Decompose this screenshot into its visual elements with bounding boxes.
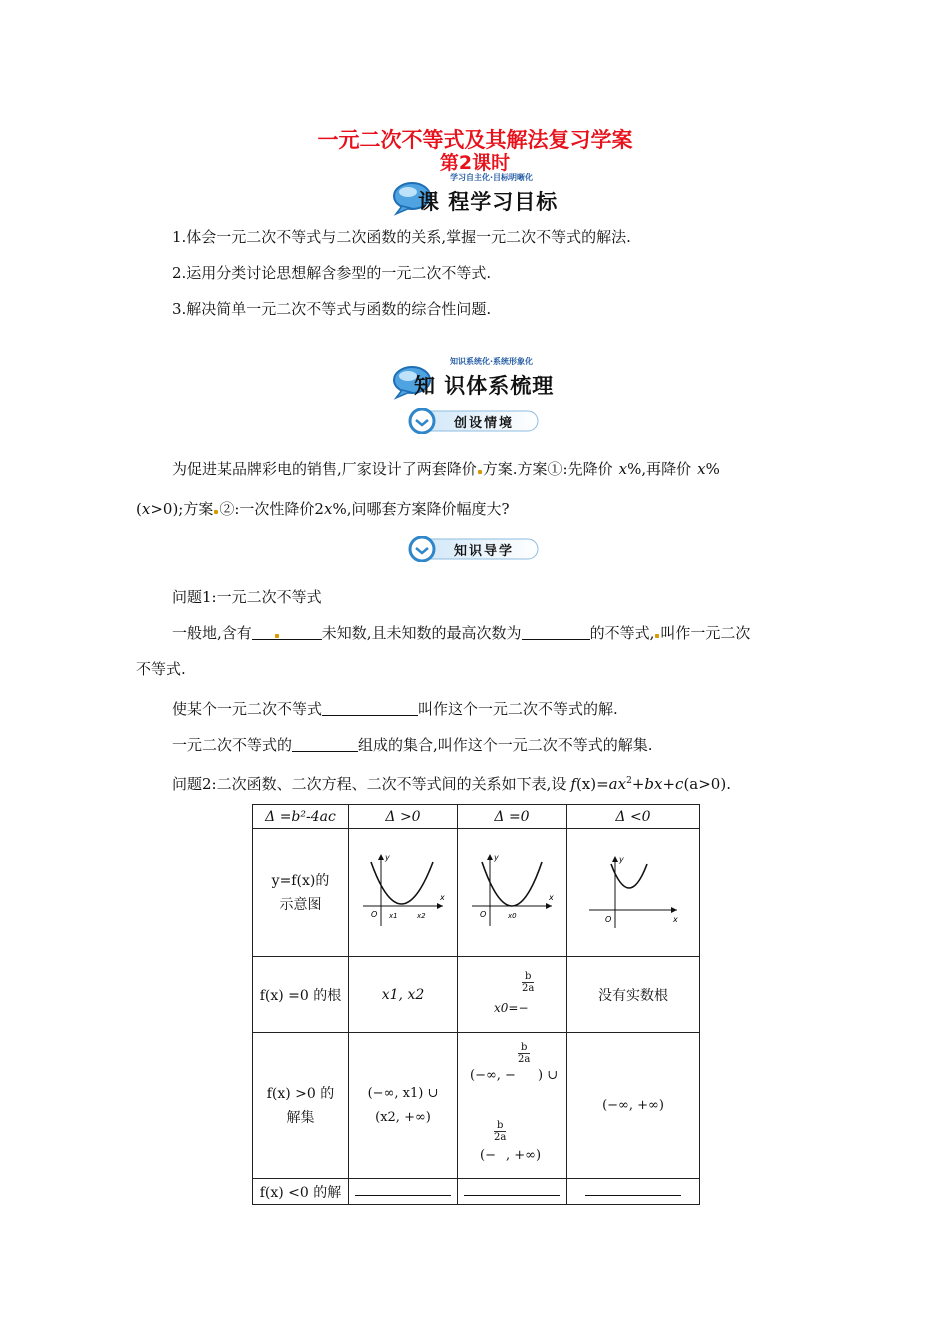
label-text: y=f(x)的示意图 <box>271 872 330 913</box>
exponent: 2 <box>626 776 632 786</box>
header-text: Δ >0 <box>385 808 421 825</box>
origin-label: O <box>480 909 487 919</box>
axis-x-label: x <box>673 914 678 924</box>
text: >0);方案 <box>150 500 214 518</box>
relation-table <box>252 804 700 1205</box>
fraction <box>494 1120 506 1143</box>
row-label <box>253 957 349 1033</box>
mark-dot <box>655 634 659 638</box>
section-tagline: 学习自主化·目标明晰化 <box>450 173 534 182</box>
numerator: b <box>494 1120 506 1132</box>
page-title: 一元二次不等式及其解法复习学案 <box>317 128 633 152</box>
roots-cell <box>567 957 700 1033</box>
var-x: x <box>141 500 151 518</box>
answer-blank-cell[interactable] <box>567 1179 700 1205</box>
text: (x) <box>575 775 597 793</box>
denominator: 2a <box>494 1131 507 1143</box>
section-tagline: 知识系统化·系统形象化 <box>450 357 534 366</box>
interval-text: (− <box>480 1147 496 1163</box>
text: 叫作这个一元二次不等式的解. <box>418 700 618 718</box>
fill-blank[interactable] <box>292 735 358 752</box>
interval-text: (x2, +∞) <box>375 1109 431 1125</box>
origin-label: O <box>605 914 612 924</box>
table-header <box>253 805 349 829</box>
denominator: 2a <box>518 1053 531 1065</box>
roots-text: x0=− <box>494 1000 529 1015</box>
text: 使某个一元二次不等式 <box>172 700 323 718</box>
section-heading: 课 程学习目标 <box>418 190 559 214</box>
section-banner-knowledge <box>392 356 562 402</box>
row-label <box>253 1033 349 1179</box>
table-header <box>567 805 700 829</box>
graph-cell <box>567 829 700 957</box>
parabola-two-roots-graph <box>357 850 449 932</box>
roots-text: 没有实数根 <box>598 987 668 1004</box>
interval-text: (−∞, x1) ∪ <box>367 1085 439 1101</box>
text: 一元二次不等式的 <box>172 736 293 754</box>
solution-cell <box>349 1033 458 1179</box>
root-x0-label: x0 <box>508 911 517 920</box>
text: 叫作一元二次 <box>660 624 751 642</box>
scene-line-1 <box>172 458 720 480</box>
section-heading: 知 识体系梳理 <box>414 374 555 398</box>
var-x: x <box>323 500 333 518</box>
interval-text: (−∞, − <box>470 1067 516 1083</box>
text: ②:一次性降价2 <box>219 500 324 518</box>
q1-line-4 <box>172 734 653 756</box>
fill-blank[interactable] <box>322 699 418 716</box>
text: 一般地,含有 <box>172 624 252 642</box>
fraction <box>522 971 534 994</box>
answer-blank[interactable] <box>585 1183 681 1196</box>
var-x: x <box>697 460 706 478</box>
text: % <box>705 460 720 478</box>
text: ( <box>136 500 142 518</box>
interval-text: (−∞, +∞) <box>602 1098 664 1113</box>
axis-x-label: x <box>440 892 445 902</box>
q2-line <box>172 770 731 795</box>
numerator: b <box>518 1042 530 1054</box>
roots-text: x1, x2 <box>381 986 425 1003</box>
root-x1-label: x1 <box>389 911 398 920</box>
text: 未知数,且未知数的最高次数为 <box>321 624 522 642</box>
mark-dot <box>275 634 279 638</box>
mark-dot <box>478 470 482 474</box>
q1-line-1 <box>172 622 750 644</box>
fraction <box>518 1042 530 1065</box>
q1-line-3 <box>172 698 618 720</box>
text: +bx+c <box>631 775 684 793</box>
label-text: f(x) =0 的根 <box>259 987 342 1004</box>
answer-blank[interactable] <box>355 1183 451 1196</box>
table-header <box>349 805 458 829</box>
roots-cell <box>458 957 567 1033</box>
axis-x-label: x <box>549 892 554 902</box>
goal-item: 2.运用分类讨论思想解含参型的一元二次不等式. <box>172 264 492 282</box>
goal-item: 1.体会一元二次不等式与二次函数的关系,掌握一元二次不等式的解法. <box>172 228 631 246</box>
interval-text: , +∞) <box>506 1147 542 1163</box>
scene-line-2 <box>136 498 510 520</box>
graph-cell <box>458 829 567 957</box>
page-subtitle: 第2课时 <box>439 152 511 174</box>
text: 问题2:二次函数、二次方程、二次不等式间的关系如下表,设 <box>172 775 567 793</box>
header-text: Δ <0 <box>615 808 651 825</box>
numerator: b <box>522 971 534 983</box>
text: %,问哪套方案降价幅度大? <box>332 500 510 518</box>
label-text: f(x) <0 的解 <box>259 1184 342 1201</box>
text: 为促进某品牌彩电的销售,厂家设计了两套降价 <box>172 460 477 478</box>
var-x: x <box>618 460 628 478</box>
text: 组成的集合,叫作这个一元二次不等式的解集. <box>358 736 653 754</box>
root-x2-label: x2 <box>417 911 426 920</box>
denominator: 2a <box>522 982 535 994</box>
solution-cell <box>458 1033 567 1179</box>
var-f: f <box>570 775 576 793</box>
text: %,再降价 <box>627 460 692 478</box>
text: 的不等式, <box>589 624 655 642</box>
row-label <box>253 829 349 957</box>
header-text: Δ =0 <box>494 808 530 825</box>
mark-dot <box>214 510 218 514</box>
scene-pill <box>408 408 540 434</box>
text: (a>0). <box>683 775 731 793</box>
graph-cell <box>349 829 458 957</box>
parabola-no-root-graph <box>583 850 683 932</box>
scene-label: 创设情境 <box>454 416 515 431</box>
header-text: Δ =b²-4ac <box>265 808 336 825</box>
q1-line-2: 不等式. <box>136 660 186 678</box>
table-header <box>458 805 567 829</box>
axis-y-label: y <box>494 852 499 862</box>
fill-blank[interactable] <box>252 623 322 640</box>
axis-y-label: y <box>619 854 624 864</box>
q1-title: 问题1:一元二次不等式 <box>172 588 322 606</box>
guide-label: 知识导学 <box>454 544 515 559</box>
answer-blank-cell[interactable] <box>349 1179 458 1205</box>
answer-blank-cell[interactable] <box>458 1179 567 1205</box>
interval-text: ) ∪ <box>538 1067 559 1083</box>
text: =ax <box>596 775 627 793</box>
row-label <box>253 1179 349 1205</box>
text: 方案.方案①:先降价 <box>482 460 613 478</box>
solution-cell <box>567 1033 700 1179</box>
goal-item: 3.解决简单一元二次不等式与函数的综合性问题. <box>172 300 492 318</box>
label-text: f(x) >0 的解集 <box>266 1085 335 1126</box>
parabola-one-root-graph <box>466 850 558 932</box>
guide-pill <box>408 536 540 562</box>
fill-blank[interactable] <box>522 623 590 640</box>
answer-blank[interactable] <box>464 1183 560 1196</box>
section-banner-goals <box>392 172 562 218</box>
roots-cell <box>349 957 458 1033</box>
axis-y-label: y <box>385 852 390 862</box>
origin-label: O <box>371 909 378 919</box>
